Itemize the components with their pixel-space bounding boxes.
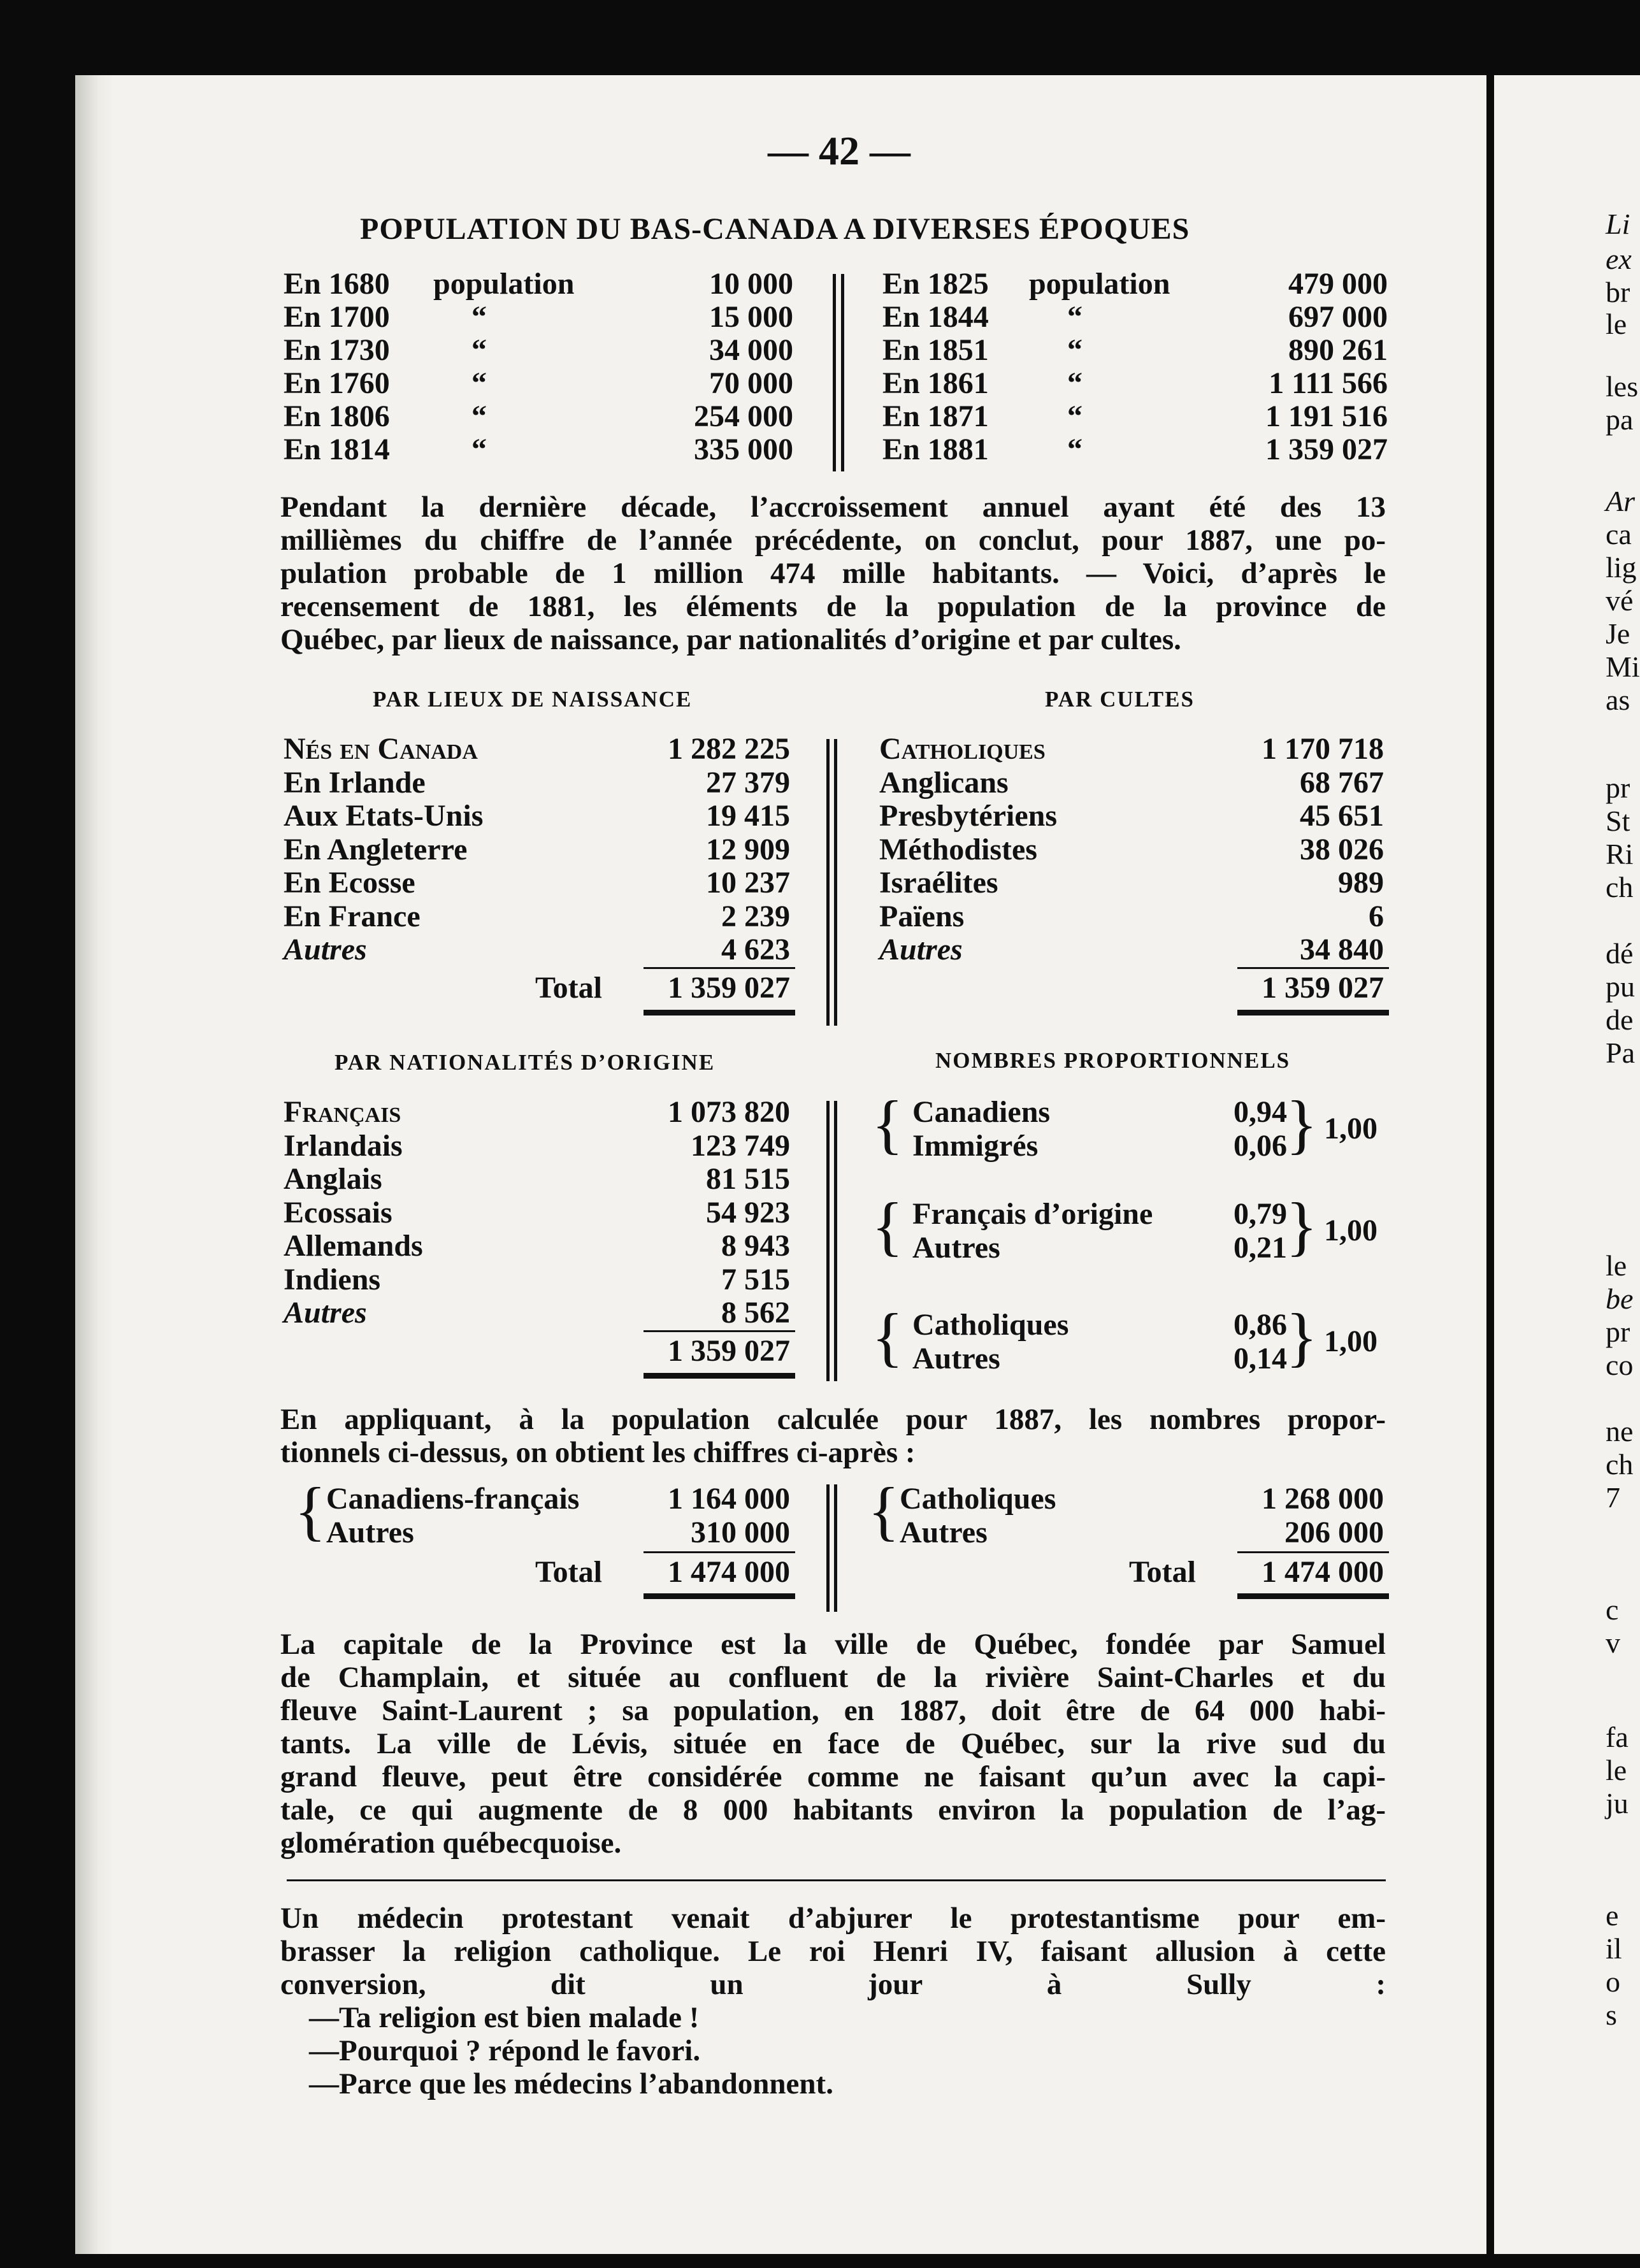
facing-page-fragment: ju [1606,1787,1629,1819]
epoch-label: En 1760 [284,366,390,400]
epoch-note: “ [1067,333,1083,367]
cultes-row-label: Catholiques [879,732,1046,766]
facing-page-fragment: ca [1606,518,1632,550]
lieux-row-value: 19 415 [706,799,790,833]
cultes-row-label: Israélites [879,866,998,900]
epoch-label: En 1806 [284,399,390,433]
page-gutter [75,75,113,2254]
facing-page-fragment: pu [1606,970,1635,1003]
cultes-row-value: 45 651 [1300,799,1384,833]
epoch-label: En 1881 [882,433,989,466]
facing-page-fragment: 7 [1606,1481,1620,1514]
prop-label: Autres [912,1231,1000,1265]
column-divider [841,274,844,471]
facing-page-fragment: ex [1606,243,1632,275]
lieux-row-label: Autres [284,933,367,966]
total-value: 1 359 027 [668,970,790,1005]
facing-page-fragment: vé [1606,584,1634,617]
nationalites-row-label: Ecossais [284,1195,392,1230]
total-label: Total [535,970,602,1005]
anecdote-line: —Parce que les médecins l’abandonnent. [309,2067,833,2100]
prop-label: Immigrés [912,1129,1039,1163]
facing-page-fragment: o [1606,1965,1620,1998]
prop-value: 0,79 [1234,1197,1287,1231]
estimate-value: 310 000 [691,1516,790,1549]
lieux-row-value: 10 237 [706,866,790,900]
anecdote-line: Un médecin protestant venait d’abjurer le protestantisme pour em- [280,1902,1386,1935]
facing-page-fragment: fa [1606,1721,1629,1753]
nationalites-row-value: 1 073 820 [668,1095,790,1129]
epoch-note: “ [471,366,487,400]
nationalites-row-label: Indiens [284,1262,381,1296]
facing-page-fragment: pa [1606,403,1634,436]
cultes-row-label: Païens [879,899,965,933]
cultes-row-value: 34 840 [1300,933,1384,966]
brace-left: { [868,1474,900,1547]
prop-label: Autres [912,1342,1000,1375]
facing-page-fragment: co [1606,1349,1634,1381]
facing-page-fragment: St [1606,805,1630,837]
epoch-note: “ [1067,366,1083,400]
facing-page-fragment: Li [1606,208,1630,240]
epoch-value: 34 000 [709,333,793,367]
column-divider [833,274,836,471]
facing-page-fragment: pr [1606,772,1630,804]
column-divider [826,1101,830,1381]
lieux-row-value: 12 909 [706,832,790,866]
para2-line: En appliquant, à la population calculée pour 1887, les nombres propor- [280,1403,1386,1436]
para3-line: glomération québecquoise. [280,1827,622,1860]
lieux-row-value: 2 239 [721,899,790,933]
epoch-note: population [433,267,575,301]
epoch-label: En 1700 [284,300,390,334]
epoch-label: En 1844 [882,300,989,334]
cultes-row-label: Autres [879,933,963,966]
column-divider [834,1484,837,1612]
column-divider [834,1101,837,1381]
brace-left: { [294,1474,326,1547]
cultes-row-value: 6 [1369,899,1384,933]
facing-page-fragment: le [1606,1754,1627,1786]
nationalites-row-label: Allemands [284,1229,423,1263]
lieux-row-value: 27 379 [706,765,790,800]
facing-page-fragment: c [1606,1593,1619,1626]
cultes-row-value: 989 [1338,866,1384,900]
facing-page-fragment: v [1606,1626,1620,1659]
lieux-row-value: 1 282 225 [668,732,790,766]
facing-page-fragment: ne [1606,1415,1634,1447]
facing-page-fragment: ch [1606,871,1634,903]
cultes-row-value: 38 026 [1300,832,1384,866]
epoch-note: “ [1067,399,1083,433]
lieux-row-value: 4 623 [721,933,790,966]
epoch-note: “ [471,399,487,433]
para3-line: de Champlain, et située au confluent de la rivière Saint-Charles et du [280,1661,1386,1694]
nationalites-row-value: 123 749 [691,1128,790,1163]
para3-line: tants. La ville de Lévis, située en face de Québec, sur la rive sud du [280,1727,1386,1760]
facing-page-fragment: dé [1606,937,1634,970]
epoch-value: 15 000 [709,300,793,334]
epoch-value: 697 000 [1288,300,1388,334]
epoch-label: En 1861 [882,366,989,400]
prop-value: 0,86 [1234,1308,1287,1342]
epoch-value: 479 000 [1288,267,1388,301]
nationalites-row-value: 81 515 [706,1162,790,1196]
lieux-row-label: En Ecosse [284,866,415,900]
facing-page-fragment: Je [1606,617,1630,650]
section-rule [287,1879,1386,1881]
epoch-value: 335 000 [694,433,793,466]
facing-page-fragment: les [1606,370,1639,403]
brace-right: } [1286,1087,1318,1161]
sum-rule [644,1551,795,1553]
cultes-row-label: Anglicans [879,765,1009,800]
facing-page-fragment: le [1606,1249,1627,1282]
page-title: POPULATION DU BAS-CANADA A DIVERSES ÉPOQUES [360,212,1190,246]
epoch-note: “ [1067,300,1083,334]
facing-page-fragment: Mi [1606,650,1640,683]
total-double-rule [644,1373,795,1379]
cultes-row-label: Presbytériens [879,799,1058,833]
brace-left: { [872,1189,903,1263]
facing-page-fragment: e [1606,1899,1619,1932]
prop-value: 0,14 [1234,1342,1287,1375]
para3-line: grand fleuve, peut être considérée comme ne faisant qu’un avec la capi- [280,1760,1386,1793]
facing-page-fragment: s [1606,1999,1617,2031]
total-label: Total [1129,1555,1196,1589]
facing-page-fragment: pr [1606,1316,1630,1348]
para1-line: millièmes du chiffre de l’année précédente, on conclut, pour 1887, une po- [280,524,1386,557]
total-double-rule [644,1593,795,1599]
total-double-rule [1237,1593,1389,1599]
brace-right: } [1286,1189,1318,1263]
sum-rule [1237,967,1389,969]
epoch-value: 10 000 [709,267,793,301]
total-value: 1 359 027 [1262,970,1384,1005]
estimate-value: 1 268 000 [1262,1482,1384,1516]
nationalites-row-value: 8 562 [721,1296,790,1330]
page-number: — 42 — [768,128,910,173]
prop-sum: 1,00 [1324,1112,1377,1145]
epoch-note: “ [471,333,487,367]
facing-page-fragment: ch [1606,1448,1634,1481]
prop-label: Catholiques [912,1308,1069,1342]
epoch-label: En 1871 [882,399,989,433]
epoch-note: population [1029,267,1170,301]
cultes-row-label: Méthodistes [879,832,1037,866]
sum-rule [644,1330,795,1332]
heading-nationalites: PAR NATIONALITÉS D’ORIGINE [334,1050,716,1075]
epoch-label: En 1814 [284,433,390,466]
brace-right: } [1286,1300,1318,1374]
paragraph-capitale [280,1628,1386,1860]
estimate-label: Catholiques [900,1482,1056,1516]
prop-sum: 1,00 [1324,1324,1377,1358]
column-divider [834,739,837,1026]
anecdote-line: —Ta religion est bien malade ! [309,2001,700,2034]
paragraph-application [280,1403,1386,1469]
para1-line: recensement de 1881, les éléments de la population de la province de [280,590,1386,623]
estimate-value: 206 000 [1284,1516,1384,1549]
facing-page-fragment: le [1606,308,1627,340]
facing-page-fragment: de [1606,1003,1634,1036]
total-label: Total [535,1555,602,1589]
para1-line: pulation probable de 1 million 474 mille habitants. — Voici, d’après le [280,557,1386,590]
estimate-value: 1 164 000 [668,1482,790,1516]
para2-line: tionnels ci-dessus, on obtient les chiffres ci-après : [280,1436,916,1469]
nationalites-row-value: 7 515 [721,1262,790,1296]
lieux-row-label: En Angleterre [284,832,468,866]
prop-value: 0,21 [1234,1231,1287,1265]
para1-line: Pendant la dernière décade, l’accroissement annuel ayant été des 13 [280,491,1386,524]
para3-line: La capitale de la Province est la ville de Québec, fondée par Samuel [280,1628,1386,1661]
lieux-row-label: En Irlande [284,765,426,800]
estimate-label: Canadiens-français [326,1482,580,1516]
epoch-value: 1 359 027 [1265,433,1388,466]
total-value: 1 359 027 [668,1333,790,1368]
epoch-note: “ [1067,433,1083,466]
heading-cultes: PAR CULTES [1045,687,1195,712]
estimate-label: Autres [326,1516,414,1549]
anecdote-line: conversion, dit un jour à Sully : [280,1968,1386,2001]
column-divider [826,739,830,1026]
brace-left: { [872,1087,903,1161]
anecdote-line: —Pourquoi ? répond le favori. [309,2034,701,2067]
nationalites-row-label: Anglais [284,1162,382,1196]
nationalites-row-label: Irlandais [284,1128,403,1163]
para1-line: Québec, par lieux de naissance, par nationalités d’origine et par cultes. [280,623,1181,656]
facing-page-fragment: Ri [1606,838,1634,870]
prop-value: 0,06 [1234,1129,1287,1163]
anecdote [280,1902,1386,2100]
cultes-row-value: 68 767 [1300,765,1384,800]
epoch-label: En 1851 [882,333,989,367]
nationalites-row-label: Français [284,1095,401,1129]
facing-page-fragment: Pa [1606,1037,1635,1069]
total-double-rule [644,1010,795,1016]
facing-page-fragment: Ar [1606,485,1635,517]
total-value: 1 474 000 [1262,1555,1384,1589]
prop-label: Canadiens [912,1095,1051,1129]
lieux-row-label: Nés en Canada [284,732,478,766]
epoch-note: “ [471,433,487,466]
epoch-value: 1 191 516 [1265,399,1388,433]
lieux-row-label: Aux Etats-Unis [284,799,484,833]
anecdote-line: brasser la religion catholique. Le roi Henri IV, faisant allusion à cette [280,1935,1386,1968]
brace-left: { [872,1300,903,1374]
sum-rule [1237,1551,1389,1553]
prop-value: 0,94 [1234,1095,1287,1129]
para3-line: fleuve Saint-Laurent ; sa population, en 1887, doit être de 64 000 habi- [280,1694,1386,1727]
para3-line: tale, ce qui augmente de 8 000 habitants environ la population de l’ag- [280,1793,1386,1827]
facing-page-fragment: be [1606,1282,1634,1315]
column-divider [826,1484,830,1612]
total-double-rule [1237,1010,1389,1016]
nationalites-row-value: 54 923 [706,1195,790,1230]
epoch-value: 1 111 566 [1269,366,1388,400]
nationalites-row-label: Autres [284,1296,367,1330]
prop-sum: 1,00 [1324,1214,1377,1247]
nationalites-row-value: 8 943 [721,1229,790,1263]
facing-page-fragment: il [1606,1932,1622,1965]
prop-label: Français d’origine [912,1197,1153,1231]
sum-rule [644,967,795,969]
facing-page-fragment: lig [1606,551,1637,584]
lieux-row-label: En France [284,899,421,933]
epoch-value: 890 261 [1288,333,1388,367]
cultes-row-value: 1 170 718 [1262,732,1384,766]
epoch-label: En 1730 [284,333,390,367]
epoch-label: En 1680 [284,267,390,301]
total-value: 1 474 000 [668,1555,790,1589]
epoch-value: 254 000 [694,399,793,433]
epoch-value: 70 000 [709,366,793,400]
epoch-label: En 1825 [882,267,989,301]
facing-page-fragment: as [1606,684,1630,716]
heading-lieux: PAR LIEUX DE NAISSANCE [373,687,693,712]
epoch-note: “ [471,300,487,334]
facing-page-edge [1494,75,1640,2254]
facing-page-fragment: br [1606,276,1630,308]
estimate-label: Autres [900,1516,988,1549]
paragraph-intro [280,491,1386,656]
heading-proportionnels: NOMBRES PROPORTIONNELS [935,1048,1291,1073]
